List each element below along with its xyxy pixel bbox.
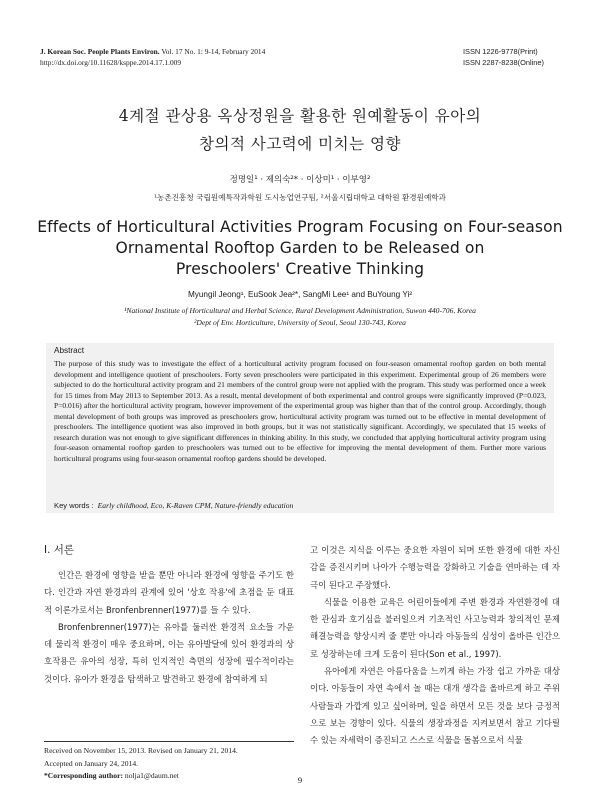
korean-title-line-1: 4계절 관상용 옥상정원을 활용한 원예활동이 유아의	[118, 107, 482, 125]
korean-title-line-2: 창의적 사고력에 미치는 영향	[199, 135, 401, 153]
section-heading: Ⅰ. 서론	[44, 544, 75, 556]
corresponding-label: *Corresponding author:	[44, 771, 123, 780]
accepted-date: Accepted on January 24, 2014.	[44, 758, 139, 768]
korean-authors: 정명일¹ · 제의숙²* · 이상미¹ · 이부영²	[229, 175, 371, 185]
journal-volume: Vol. 17 No. 1: 9-14, February 2014	[161, 47, 266, 56]
corresponding-email[interactable]: nolja1@daum.net	[124, 771, 179, 780]
doi-link[interactable]: http://dx.doi.org/10.11628/ksppe.2014.17.1.009	[40, 58, 182, 67]
right-paragraph-2: 식물을 이용한 교육은 어린이들에게 주변 환경과 자연환경에 대한 관심과 호기심을 불러일으켜 기초적인 사고능력과 창의적인 문제해결능력을 향상시켜 줄 뿐만 아니라 아동들의 심성이 올바른 인간으로 성장하는데 크게 도움이 된다(Son et al., 1997).	[310, 596, 560, 659]
abstract-text: The purpose of this study was to investigate the effect of a horticultural activity program focused on four-season ornamental rooftop garden on both mental development and intelligence quotient of preschoolers. Forty seven preschoolers were participated in this experiment. Experimental group of 26 members were subjected to do the horticultural activity program and 21 members of the control group were not applied with the program. This study was performed once a week for 15 times from May 2013 to September 2013. As a result, mental development of both experimental and control groups were significantly improved (P=0.023, P=0.016) after the horticultural activity program, however improvement of the experimental group was higher than that of the control group. Accordingly, though mental development of both groups was improved as preschoolers grow, horticultural activity program was turned out to be effective in mental development of preschoolers. The intelligence quotient was also improved in both groups, but it was not statistically significant. Accordingly, we speculated that 15 weeks of research duration was not enough to give significant differences in thinking ability. In this study, we concluded that applying horticultural activity program using four-season ornamental rooftop garden to preschoolers was turned out to be effective for improving the mental development of them. Further more various horticultural programs using four-season ornamental rooftop gardens should be developed.	[54, 359, 546, 463]
keywords	[54, 501, 293, 510]
left-column	[44, 567, 294, 688]
page-number: 9	[297, 775, 303, 785]
english-affiliation-line-2: ²Dept of Env. Horticulture, University of Seoul, Seoul 130-743, Korea	[194, 318, 406, 327]
received-date: Received on November 15, 2013. Revised on January 21, 2014.	[44, 746, 238, 755]
abstract-heading: Abstract	[54, 346, 85, 355]
issn-online: ISSN 2287-8238(Online)	[463, 58, 544, 67]
keywords-label: Key words :	[54, 501, 94, 510]
journal-header	[40, 46, 265, 68]
english-title-line-1: Effects of Horticultural Activities Program Focusing on Four-season	[37, 218, 563, 236]
english-title-line-3: Preschoolers' Creative Thinking	[175, 260, 425, 278]
english-affiliation-line-1: ¹National Institute of Horticultural and Herbal Science, Rural Development Administration, Suwon 440-706, Korea	[124, 306, 476, 315]
issn-print: ISSN 1226-9778(Print)	[463, 47, 538, 56]
issn-block	[463, 46, 544, 68]
korean-affiliation: ¹농촌진흥청 국립원예특작과학원 도시농업연구팀, ²서울시립대학교 대학원 환경원예학과	[154, 193, 446, 202]
english-title-line-2: Ornamental Rooftop Garden to be Released on	[115, 239, 485, 257]
left-paragraph-1: 인간은 환경에 영향을 받을 뿐만 아니라 환경에 영향을 주기도 한다. 인간과 자연 환경과의 관계에 있어 '상호 작용'에 초점을 둔 대표적 이론가로서는 Bronfenbrenner(1977)를 들 수 있다.	[44, 570, 294, 615]
english-authors: Myungil Jeong¹, EuSook Jea²*, SangMi Lee¹ and BuYoung Yi²	[187, 290, 413, 299]
right-column	[310, 542, 560, 750]
right-paragraph-1: 고 이것은 지식을 이루는 중요한 자원이 되며 또한 환경에 대한 자신감을 증진시키며 나아가 수행능력을 강화하고 기술을 연마하는 데 자극이 된다고 주장했다.	[310, 545, 560, 590]
left-paragraph-2: Bronfenbrenner(1977)는 유아를 둘러싼 환경적 요소들 가운데 물리적 환경이 매우 중요하며, 이는 유아발달에 있어 환경과의 상호작용은 유아의 성장, 특히 인지적인 측면의 성장에 필수적이라는 것이다. 유아가 환경을 탐색하고 발견하고 환경에 참여하게 되	[44, 621, 294, 684]
right-paragraph-3: 유아에게 자연은 아름다움을 느끼게 하는 가장 쉽고 가까운 대상이다. 아동들이 자연 속에서 놀 때는 대개 생각을 올바르게 하고 주위 사람들과 가깝게 있고 싶어하며, 일을 하면서 모든 것을 보다 긍정적으로 보는 경향이 있다. 식물의 생장과정을 지켜보면서 참고 기다릴 수 있는 자세력이 증진되고 스스로 식물을 돌봄으로서 식물	[310, 666, 560, 746]
footnote-rule	[44, 741, 294, 742]
keywords-value: Early childhood, Eco, K-Raven CPM, Nature-friendly education	[97, 501, 294, 510]
journal-name: J. Korean Soc. People Plants Environ.	[40, 47, 160, 56]
